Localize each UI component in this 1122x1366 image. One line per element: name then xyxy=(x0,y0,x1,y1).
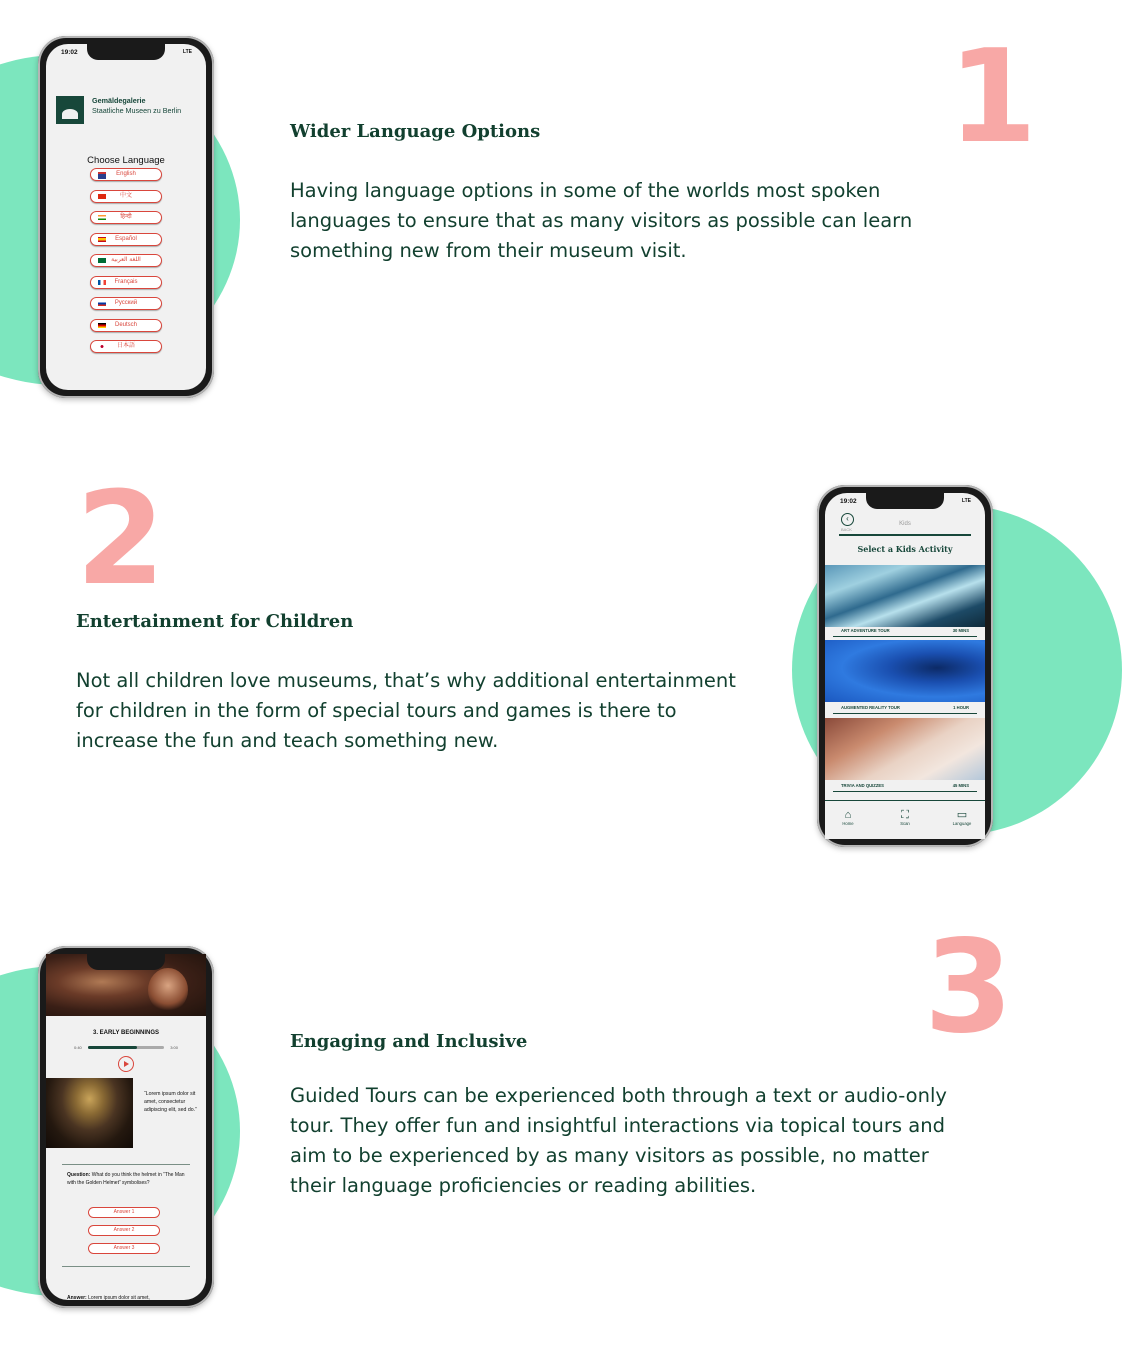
question-divider xyxy=(62,1164,190,1165)
flag-russia-icon xyxy=(98,301,106,306)
flag-france-icon xyxy=(98,280,106,285)
track-title: 3. EARLY BEGINNINGS xyxy=(92,1030,160,1036)
language-button-arabic[interactable] xyxy=(90,254,162,267)
language-button-french[interactable] xyxy=(90,276,162,289)
tab-label: Scan xyxy=(900,821,910,826)
language-button-english[interactable] xyxy=(90,168,162,181)
time-elapsed: 0:40 xyxy=(74,1045,82,1050)
status-signal: LTE xyxy=(182,49,192,55)
activity-card-art-adventure[interactable] xyxy=(825,565,985,627)
language-label: हिन्दी xyxy=(120,214,132,220)
phone-notch xyxy=(87,954,165,970)
bottom-tab-bar xyxy=(825,800,985,839)
section-body-1: Having language options in some of the worlds most spoken languages to ensure that as many visitors as possible can learn something new from their museum visit. xyxy=(290,179,913,262)
activity-caption xyxy=(825,627,985,635)
language-button-japanese[interactable] xyxy=(90,340,162,353)
answer-button-3[interactable]: Answer 3 xyxy=(88,1243,160,1254)
tab-label: Home xyxy=(842,821,854,826)
flag-germany-icon xyxy=(98,323,106,328)
tab-label: Language xyxy=(952,821,972,826)
language-button-chinese[interactable] xyxy=(90,190,162,203)
kids-activity-heading: Select a Kids Activity xyxy=(857,544,953,554)
activity-name: ART ADVENTURE TOUR xyxy=(841,628,890,633)
language-label: 中文 xyxy=(119,192,132,199)
language-icon: ▭ xyxy=(956,809,968,821)
activity-divider xyxy=(833,713,977,714)
answer-reveal xyxy=(67,1295,150,1301)
question-label: Question: xyxy=(67,1172,91,1178)
activity-duration: 45 MINS xyxy=(952,783,969,788)
audio-progress-bar[interactable] xyxy=(88,1046,164,1049)
activity-duration: 1 HOUR xyxy=(953,705,969,710)
section-number-1: 1 xyxy=(948,23,1034,172)
language-label: اللغة العربية xyxy=(111,257,141,263)
tab-scan[interactable] xyxy=(890,809,920,826)
language-button-hindi[interactable] xyxy=(90,211,162,224)
back-label: BACK xyxy=(841,527,852,532)
section-title-1: Wider Language Options xyxy=(290,121,541,142)
phone-screen xyxy=(46,44,206,390)
museum-logo-icon xyxy=(56,96,84,124)
museum-title: Gemäldegalerie xyxy=(92,96,146,105)
flag-uk-icon xyxy=(98,172,106,179)
language-list xyxy=(90,168,162,362)
phone-kids-screen xyxy=(817,485,993,847)
status-signal: LTE xyxy=(961,498,971,504)
answer-divider xyxy=(62,1266,190,1267)
language-button-russian[interactable] xyxy=(90,297,162,310)
back-arrow-icon[interactable]: ‹ xyxy=(841,513,854,526)
scan-icon: ⛶ xyxy=(901,809,909,821)
tab-home[interactable] xyxy=(833,809,863,826)
language-label: English xyxy=(116,171,136,177)
activity-divider xyxy=(833,636,977,637)
language-label: Français xyxy=(114,278,138,285)
section-body-2: Not all children love museums, that’s why additional entertainment for children in the form of special tours and games is there to increase the fun and teach something new. xyxy=(76,669,736,752)
activity-duration: 30 MINS xyxy=(952,628,969,633)
language-label: Русский xyxy=(114,300,138,306)
screen-title: Kids xyxy=(899,521,911,527)
quiz-question xyxy=(67,1172,185,1187)
title-divider xyxy=(839,534,971,536)
phone-screen xyxy=(825,493,985,839)
activity-card-augmented-reality[interactable] xyxy=(825,640,985,702)
choose-language-label: Choose Language xyxy=(87,155,165,166)
activity-divider xyxy=(833,791,977,792)
answer-text: Lorem ipsum dolor sit amet, xyxy=(88,1295,150,1301)
flag-china-icon xyxy=(98,194,106,199)
play-icon[interactable] xyxy=(118,1056,134,1072)
museum-name xyxy=(92,96,181,116)
answer-button-1[interactable]: Answer 1 xyxy=(88,1207,160,1218)
language-label: Español xyxy=(115,235,137,242)
section-body-3: Guided Tours can be experienced both through a text or audio-only tour. They offer fun and insightful interactions via topical tours and aim to be experienced by as many visitors as possible, no matter their language proficiencies or reading abilities. xyxy=(290,1084,947,1197)
home-icon: ⌂ xyxy=(844,809,852,821)
flag-japan-icon xyxy=(98,344,106,349)
activity-name: TRIVIA AND QUIZZES xyxy=(841,783,884,788)
phone-guided-tour-screen xyxy=(38,946,214,1308)
language-label: Deutsch xyxy=(114,321,137,328)
activity-card-trivia[interactable] xyxy=(825,718,985,780)
status-time: 19:02 xyxy=(61,49,78,56)
section-number-3: 3 xyxy=(924,913,1010,1062)
language-button-german[interactable] xyxy=(90,319,162,332)
language-button-spanish[interactable] xyxy=(90,233,162,246)
activity-caption xyxy=(825,704,985,712)
tab-language[interactable] xyxy=(947,809,977,826)
status-bar xyxy=(825,497,985,509)
status-time: 19:02 xyxy=(840,498,857,505)
section-title-2: Entertainment for Children xyxy=(76,611,354,632)
section-title-3: Engaging and Inclusive xyxy=(290,1031,528,1052)
status-bar xyxy=(46,48,206,60)
flag-spain-icon xyxy=(98,237,106,242)
activity-name: AUGMENTED REALITY TOUR xyxy=(841,705,900,710)
answer-label: Answer: xyxy=(67,1295,87,1301)
audio-progress-fill xyxy=(88,1046,137,1049)
activity-caption xyxy=(825,782,985,790)
flag-saudi-icon xyxy=(98,258,106,263)
museum-subtitle: Staatliche Museen zu Berlin xyxy=(92,106,182,115)
phone-screen xyxy=(46,954,206,1300)
time-total: 3:00 xyxy=(170,1045,178,1050)
phone-language-screen xyxy=(38,36,214,398)
golden-helmet-painting-image xyxy=(46,1078,133,1148)
flag-india-icon xyxy=(98,215,106,220)
painting-quote: “Lorem ipsum dolor sit amet, consectetur adipiscing elit, sed do.” xyxy=(144,1091,197,1113)
question-text: What do you think the helmet in “The Man with the Golden Helmet” symbolises? xyxy=(67,1172,185,1186)
section-number-2: 2 xyxy=(76,465,162,614)
language-label: 日本語 xyxy=(116,343,135,349)
answer-button-2[interactable]: Answer 2 xyxy=(88,1225,160,1236)
